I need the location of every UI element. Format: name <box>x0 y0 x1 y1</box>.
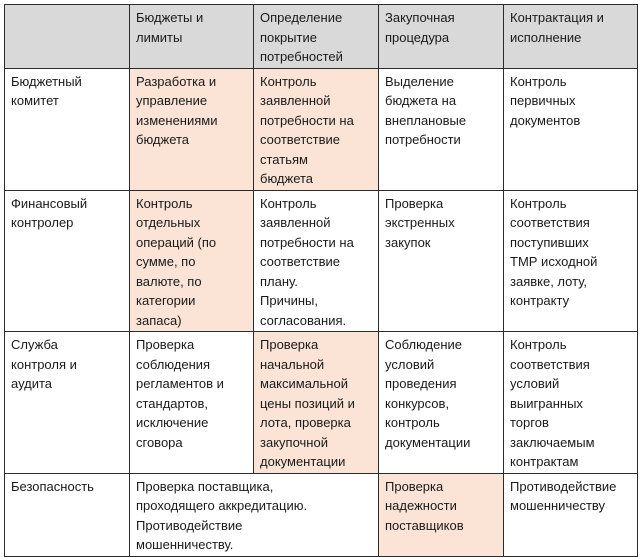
table-cell: Выделение бюджета на внеплановые потребности <box>379 68 504 190</box>
table-row <box>5 473 638 556</box>
row-label-security: Безопасность <box>5 473 130 556</box>
table-cell: Контроль соответствия условий выигранных торгов заключаемым контрактам <box>504 332 638 474</box>
row-label-control-and-audit: Служба контроля и аудита <box>5 332 130 474</box>
table-cell-highlighted: Разработка и управление изменениями бюджета <box>130 68 254 190</box>
table-cell-highlighted: Контроль заявленной потребности на соответствие статьям бюджета <box>254 68 379 190</box>
row-label-financial-controller: Финансовый контролер <box>5 190 130 332</box>
row-label-budget-committee: Бюджетный комитет <box>5 68 130 190</box>
table-cell-highlighted: Проверка начальной максимальной цены позиций и лота, проверка закупочной документации <box>254 332 379 474</box>
table-cell: Противодействие мошенничеству <box>504 473 638 556</box>
table-cell-highlighted: Контроль отдельных операций (по сумме, по валюте, по категории запаса) <box>130 190 254 332</box>
table-cell-highlighted: Проверка надежности поставщиков <box>379 473 504 556</box>
table-cell: Контроль первичных документов <box>504 68 638 190</box>
table-cell: Проверка экстренных закупок <box>379 190 504 332</box>
table-cell: Проверка соблюдения регламентов и стандартов, исключение сговора <box>130 332 254 474</box>
table-header-row <box>5 5 638 69</box>
table-row <box>5 68 638 190</box>
table-cell-extra-text: Причины, согласования. <box>260 293 347 328</box>
table-cell-extra-text: Противодействие мошенничеству. <box>136 517 243 552</box>
table-cell-merged: Проверка поставщика, проходящего аккредитацию. Противодействие мошенничеству. <box>130 473 379 556</box>
header-corner-cell <box>5 5 130 69</box>
table-cell: Контроль соответствия поступивших ТМР исходной заявке, лоту, контракту <box>504 190 638 332</box>
header-budgets-and-limits: Бюджеты и лимиты <box>130 5 254 69</box>
header-needs-coverage: Определение покрытие потребностей <box>254 5 379 69</box>
header-contracting-and-execution: Контрактация и исполнение <box>504 5 638 69</box>
table-cell: Контроль заявленной потребности на соответствие плану. Причины, согласования. <box>254 190 379 332</box>
table-cell: Соблюдение условий проведения конкурсов, контроль документации <box>379 332 504 474</box>
table-row <box>5 190 638 332</box>
header-procurement-procedure: Закупочная процедура <box>379 5 504 69</box>
control-matrix-table <box>4 4 638 557</box>
table-row <box>5 332 638 474</box>
